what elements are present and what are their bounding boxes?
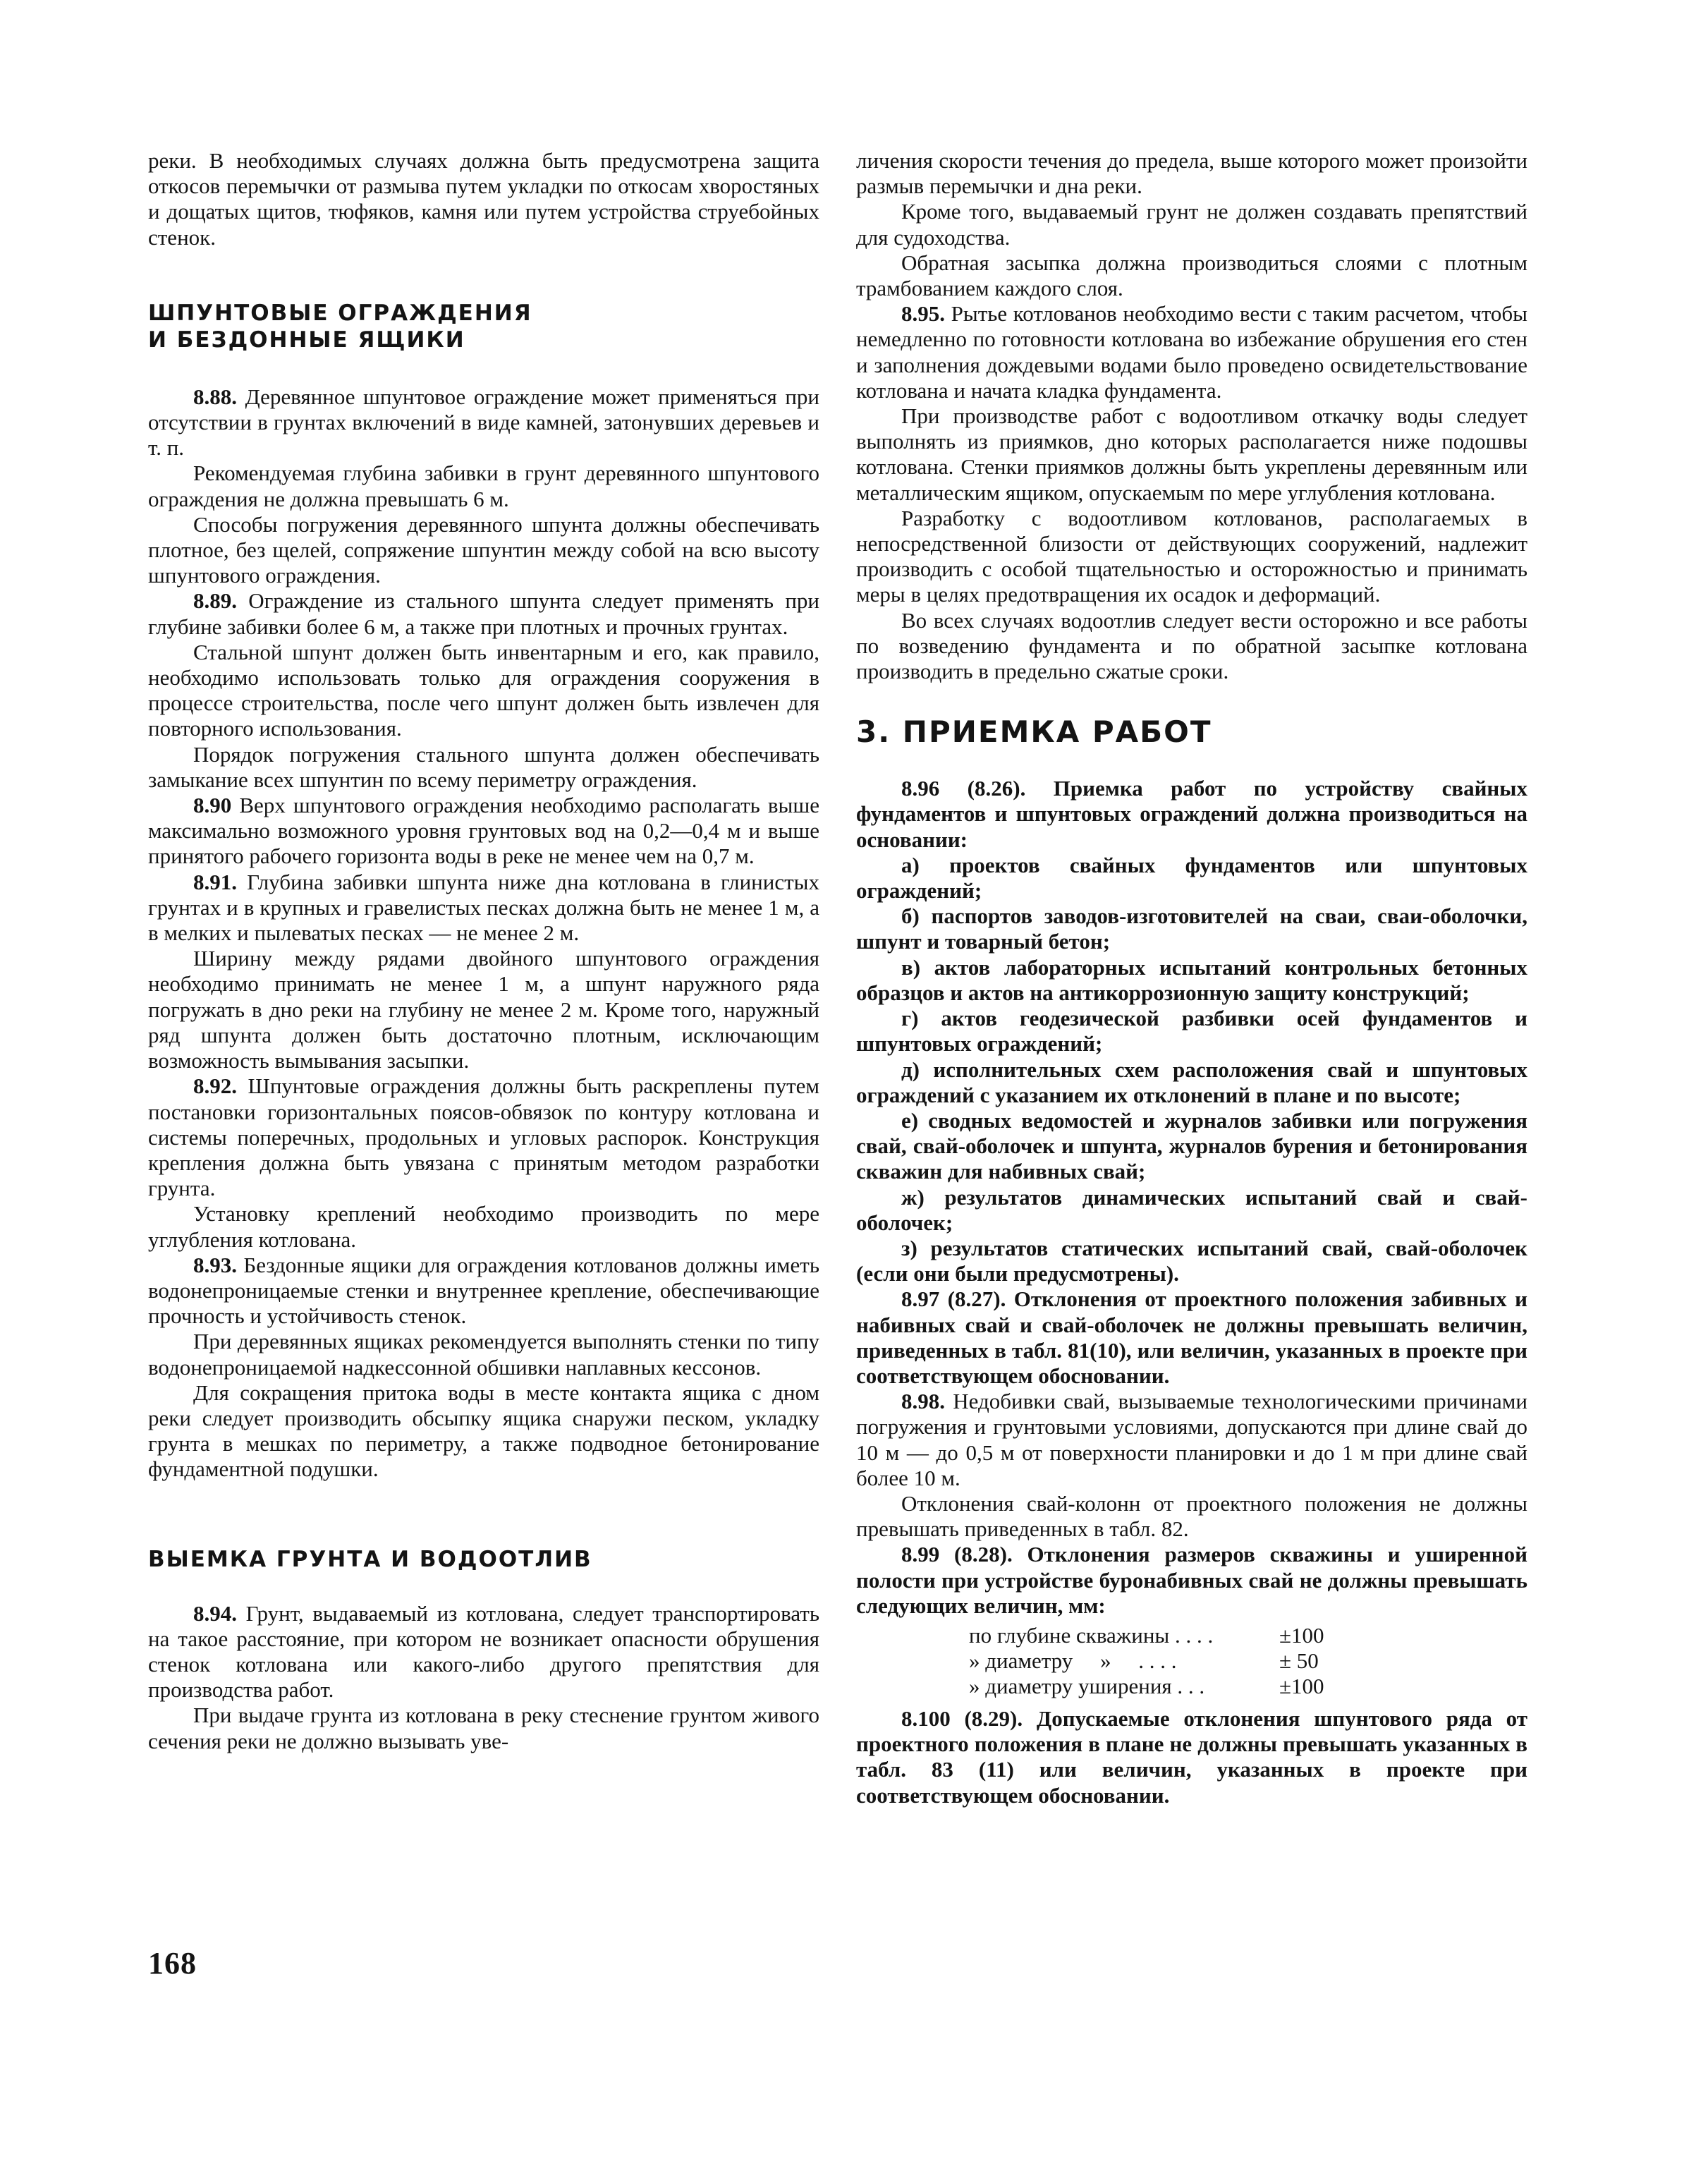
paragraph: Порядок погружения стального шпунта должен обеспечивать замыкание всех шпунтин по всему периметру ограждения. [148, 741, 819, 792]
right-column [856, 148, 1527, 1808]
paragraph [856, 1389, 1527, 1491]
tolerance-label: » диаметру » . . . . [969, 1648, 1177, 1673]
paragraph [148, 1601, 819, 1703]
list-item: а) проектов свайных фундаментов или шпунтовых ограждений; [856, 852, 1527, 903]
left-column [148, 148, 819, 1754]
paragraph: 8.97 (8.27). Отклонения от проектного положения забивных и набивных свай и свай-оболочек не должны превышать величин, приведенных в табл. 81(10), или величин, указанных в проекте при соответствующем обосновании. [856, 1286, 1527, 1388]
paragraph: Установку креплений необходимо производить по мере углубления котлована. [148, 1201, 819, 1252]
paragraph: Кроме того, выдаваемый грунт не должен создавать препятствий для судоходства. [856, 199, 1527, 250]
paragraph: реки. В необходимых случаях должна быть предусмотрена защита откосов перемычки от размыва путем укладки по откосам хворостяных и дощатых щитов, тюфяков, камня или путем устройства струебойных стенок. [148, 148, 819, 250]
clause-text: Верх шпунтового ограждения необходимо располагать выше максимально возможного уровня грунтовых вод на 0,2—0,4 м и выше принятого рабочего горизонта воды в реке не менее чем на 0,7 м. [148, 793, 819, 869]
paragraph: Для сокращения притока воды в месте контакта ящика с дном реки следует производить обсыпку ящика снаружи песком, укладку грунта в мешках по периметру, а также подводное бетонирование фундаментной подушки. [148, 1380, 819, 1482]
paragraph [856, 301, 1527, 403]
clause-text: Недобивки свай, вызываемые технологическими причинами погружения и грунтовыми условиями, допускаются при длине свай до 10 м — до 0,5 м от поверхности планировки и до 1 м при длине свай более 10 м. [856, 1389, 1527, 1490]
paragraph: 8.96 (8.26). Приемка работ по устройству свайных фундаментов и шпунтовых ограждений должна производиться на основании: [856, 776, 1527, 852]
page-number: 168 [148, 1946, 197, 1981]
list-item: е) сводных ведомостей и журналов забивки или погружения свай, свай-оболочек и шпунта, журналов бурения и бетонирования скважин для набивных свай; [856, 1107, 1527, 1184]
paragraph: 8.100 (8.29). Допускаемые отклонения шпунтового ряда от проектного положения в плане не должны превышать указанных в табл. 83 (11) или величин, указанных в проекте при соответствующем обосновании. [856, 1705, 1527, 1808]
clause-text: Глубина забивки шпунта ниже дна котлована в глинистых грунтах и в крупных и гравелистых песках должна быть не менее 1 м, а в мелких и пылеватых песках — не менее 2 м. [148, 869, 819, 946]
tolerance-row [969, 1623, 1527, 1648]
paragraph: При выдаче грунта из котлована в реку стеснение грунтом живого сечения реки не должно вызывать уве- [148, 1703, 819, 1753]
section-heading [148, 300, 819, 353]
clause-number: 8.89. [193, 588, 237, 614]
section-heading: 3. ПРИЕМКА РАБОТ [856, 714, 1212, 750]
clause-number: 8.88. [193, 384, 237, 409]
heading-line: ШПУНТОВЫЕ ОГРАЖДЕНИЯ [148, 300, 532, 326]
clause-number: 8.94. [193, 1600, 237, 1626]
heading-line: И БЕЗДОННЫЕ ЯЩИКИ [148, 327, 465, 353]
tolerance-value: ± 50 [1279, 1648, 1319, 1673]
paragraph: Обратная засыпка должна производиться слоями с плотным трамбованием каждого слоя. [856, 250, 1527, 301]
clause-number: 8.90 [193, 793, 232, 818]
paragraph [148, 1073, 819, 1201]
section-heading: ВЫЕМКА ГРУНТА И ВОДООТЛИВ [148, 1546, 592, 1572]
paragraph: Разработку с водоотливом котлованов, располагаемых в непосредственной близости от действующих сооружений, надлежит производить с особой тщательностью и осторожностью и принимать меры в целях предотвращения их осадок и деформаций. [856, 505, 1527, 607]
list-item: б) паспортов заводов-изготовителей на сваи, сваи-оболочки, шпунт и товарный бетон; [856, 903, 1527, 954]
clause-number: 8.95. [901, 301, 945, 327]
paragraph [148, 1253, 819, 1330]
tolerance-value: ±100 [1279, 1622, 1324, 1648]
clause-text: Ограждение из стального шпунта следует применять при глубине забивки более 6 м, а также при плотных и прочных грунтах. [148, 588, 820, 639]
list-item: ж) результатов динамических испытаний свай и свай-оболочек; [856, 1184, 1527, 1235]
paragraph: При производстве работ с водоотливом откачку воды следует выполнять из приямков, дно которых располагается ниже подошвы котлована. Стенки приямков должны быть укреплены деревянным или металлическим ящиком, опускаемым по мере углубления котлована. [856, 403, 1527, 505]
paragraph [148, 588, 819, 639]
tolerance-table [969, 1623, 1527, 1699]
clause-number: 8.98. [901, 1389, 945, 1414]
paragraph: Ширину между рядами двойного шпунтового ограждения необходимо принимать не менее 1 м, а шпунт наружного ряда погружать в дно реки на глубину не менее 2 м. Кроме того, наружный ряд шпунта должен быть достаточно плотным, исключающим возможность вымывания засыпки. [148, 946, 819, 1073]
tolerance-label: по глубине скважины . . . . [969, 1622, 1214, 1648]
paragraph: Рекомендуемая глубина забивки в грунт деревянного шпунтового ограждения не должна превышать 6 м. [148, 461, 819, 511]
paragraph [148, 870, 819, 947]
paragraph: Способы погружения деревянного шпунта должны обеспечивать плотное, без щелей, сопряжение шпунтин между собой на всю высоту шпунтового ограждения. [148, 511, 819, 588]
tolerance-row [969, 1674, 1527, 1699]
clause-number: 8.91. [193, 869, 237, 894]
paragraph: При деревянных ящиках рекомендуется выполнять стенки по типу водонепроницаемой надкессонной обшивки наплавных кессонов. [148, 1329, 819, 1380]
clause-number: 8.93. [193, 1252, 237, 1277]
paragraph: Во всех случаях водоотлив следует вести осторожно и все работы по возведению фундамента и по обратной засыпке котлована производить в предельно сжатые сроки. [856, 607, 1527, 684]
list-item: д) исполнительных схем расположения свай и шпунтовых ограждений с указанием их отклонений в плане и по высоте; [856, 1057, 1527, 1107]
clause-text: Бездонные ящики для ограждения котлованов должны иметь водонепроницаемые стенки и внутреннее крепление, обеспечивающие прочность и устойчивость стенок. [148, 1252, 819, 1329]
paragraph: 8.99 (8.28). Отклонения размеров скважины и уширенной полости при устройстве буронабивных свай не должны превышать следующих величин, мм: [856, 1542, 1527, 1618]
tolerance-row [969, 1648, 1527, 1674]
paragraph [148, 793, 819, 870]
clause-text: Рытье котлованов необходимо вести с таким расчетом, чтобы немедленно по готовности котлована во избежание обрушения его стен и заполнения дождевыми водами было проведено освидетельствование котлована и начата кладка фундамента. [856, 301, 1527, 403]
clause-text: Шпунтовые ограждения должны быть раскреплены путем постановки горизонтальных поясов-обвязок по контуру котлована и системы поперечных, продольных и угловых распорок. Конструкция крепления должна быть увязана с принятым методом разработки грунта. [148, 1073, 819, 1201]
list-item: в) актов лабораторных испытаний контрольных бетонных образцов и актов на антикоррозионную защиту конструкций; [856, 954, 1527, 1005]
list-item: г) актов геодезической разбивки осей фундаментов и шпунтовых ограждений; [856, 1006, 1527, 1057]
list-item: з) результатов статических испытаний свай, свай-оболочек (если они были предусмотрены). [856, 1235, 1527, 1286]
paragraph [148, 384, 819, 461]
tolerance-value: ±100 [1279, 1673, 1324, 1698]
paragraph: личения скорости течения до предела, выше которого может произойти размыв перемычки и дна реки. [856, 148, 1527, 199]
clause-text: Грунт, выдаваемый из котлована, следует транспортировать на такое расстояние, при котором не возникает опасности обрушения стенок котлована или какого-либо другого препятствия для производства работ. [148, 1600, 819, 1703]
clause-number: 8.92. [193, 1073, 237, 1099]
paragraph: Отклонения свай-колонн от проектного положения не должны превышать приведенных в табл. 82. [856, 1490, 1527, 1542]
paragraph: Стальной шпунт должен быть инвентарным и его, как правило, необходимо использовать только для ограждения сооружения в процессе строительства, после чего шпунт должен быть извлечен для повторного использования. [148, 639, 819, 741]
tolerance-label: » диаметру уширения . . . [969, 1673, 1205, 1698]
clause-text: Деревянное шпунтовое ограждение может применяться при отсутствии в грунтах включений в виде камней, затонувших деревьев и т. п. [148, 384, 820, 461]
